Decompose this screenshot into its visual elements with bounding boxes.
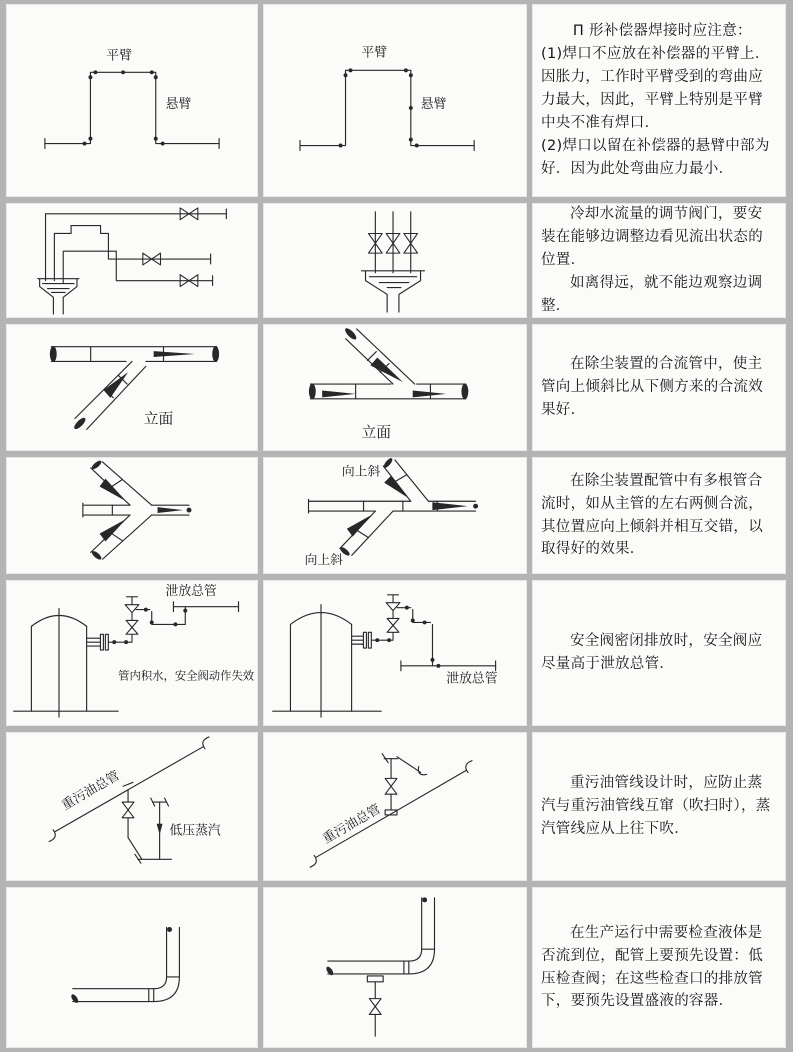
- funnel: [362, 271, 425, 312]
- pipe-end-cap: [461, 384, 468, 400]
- cell-r5-diagram-left: [6, 580, 258, 726]
- cell-r3-diagram-mid: [263, 324, 527, 451]
- pipe-end-cap: [212, 346, 219, 362]
- two-branches-staggered-inclined-diagram: [264, 458, 526, 573]
- valve-icon: [385, 778, 397, 794]
- flow-arrow: [103, 372, 128, 398]
- cell-r4-note: [532, 457, 786, 574]
- cell-r2-note: [532, 203, 786, 318]
- note-paragraph: 在生产运行中需要检查液体是否流到位，配管上要预先设置：低压检查阀；在这些检查口的排放管下，要预先设置盛液的容器．: [541, 924, 763, 1010]
- cell-r7-diagram-mid: [263, 887, 527, 1048]
- safety-valve-icon: [386, 595, 400, 640]
- branch-with-valve: [128, 790, 171, 863]
- pipe-lines: [46, 209, 227, 286]
- cell-r4-diagram-mid: [263, 457, 527, 574]
- flow-arrow: [384, 476, 409, 499]
- lower-branch: [340, 511, 393, 555]
- lower-branch: [91, 515, 152, 559]
- safety-valve-below-relief-header-diagram: [7, 581, 257, 725]
- note-paragraph: 在除尘装置的合流管中，使主管向上倾斜比从下侧方来的合流效果好．: [541, 356, 763, 418]
- elbow-pipe-without-check-drain-diagram: [7, 888, 257, 1047]
- two-branches-same-point-diagram: [7, 458, 257, 573]
- pi-compensator-diagram-welds-on-corners: [7, 5, 257, 196]
- cell-r6-diagram-left: [6, 732, 258, 881]
- label-dirty-oil-header: 重污油总管: [59, 768, 123, 814]
- note-paragraph: 冷却水流量的调节阀门，要安装在能够边调整边看见流出状态的位置．: [541, 206, 763, 269]
- label-inclined-upward: 向上斜: [304, 553, 343, 569]
- funnel: [38, 279, 79, 314]
- label-relief-header: 泄放总管: [165, 583, 217, 599]
- cell-r2-diagram-mid: [263, 203, 527, 318]
- label-failure-caption: 管内积水，安全阀动作失效: [118, 668, 255, 683]
- label-cantilever-arm: 悬臂: [165, 96, 192, 112]
- label-elevation-view: 立面: [143, 410, 174, 428]
- cell-r1-diagram-mid: [263, 4, 527, 197]
- pipe-end-cap: [473, 504, 478, 509]
- safety-valve-icon: [125, 597, 139, 642]
- note-heading: Π 形补偿器焊接时应注意：: [572, 23, 752, 40]
- label-inclined-upward: 向上斜: [341, 464, 381, 480]
- upper-branch: [91, 462, 152, 505]
- flow-arrow: [100, 519, 127, 542]
- cell-r2-diagram-left: [6, 203, 258, 318]
- merge-pipe-branch-from-above-diagram: [264, 325, 526, 450]
- cell-r1-diagram-left: [6, 4, 258, 197]
- joint-markers: [375, 606, 440, 668]
- pipe-lines: [300, 70, 474, 150]
- safety-valve-above-relief-header-diagram: [264, 581, 526, 725]
- pi-compensator-diagram-welds-on-arms: [264, 5, 526, 196]
- vessel: [273, 605, 381, 717]
- pipe-lines: [45, 72, 219, 148]
- label-flat-arm: 平臂: [106, 48, 132, 64]
- label-flat-arm: 平臂: [361, 45, 388, 61]
- note-paragraph: (1)焊口不应放在补偿器的平臂上．因胀力，工作时平臂受到的弯曲应力最大，因此，平臂上特别是平臂中央不准有焊口．: [541, 46, 770, 131]
- flow-arrow: [347, 515, 372, 537]
- pipe-lines: [73, 928, 180, 1002]
- flow-arrow: [154, 351, 195, 357]
- cell-r6-note: [532, 732, 786, 881]
- cooling-water-valves-far-diagram: [7, 204, 257, 317]
- pipe-end-cap: [187, 508, 192, 513]
- elbow-pipe-with-check-drain-valve-diagram: [264, 888, 526, 1047]
- cell-r1-note: [532, 4, 786, 197]
- cell-r4-diagram-left: [6, 457, 258, 574]
- note-paragraph: 重污油管线设计时，应防止蒸汽与重污油管线互窜（吹扫时），蒸汽管线应从上往下吹．: [541, 775, 771, 837]
- flow-arrow: [100, 479, 127, 502]
- pipe-end-cap: [91, 550, 103, 561]
- flow-arrow-down: [157, 824, 163, 835]
- note-paragraph: 安全阀密闭排放时，安全阀应尽量高于泄放总管．: [541, 633, 763, 672]
- cell-r6-diagram-mid: [263, 732, 527, 881]
- label-relief-header: 泄放总管: [446, 671, 498, 687]
- pipe-lines: [328, 898, 435, 974]
- label-dirty-oil-header: 重污油总管: [320, 801, 384, 847]
- joint-markers: [112, 608, 187, 644]
- vessel: [14, 609, 119, 717]
- dirty-oil-header-steam-from-above-diagram: [264, 733, 526, 880]
- flow-arrow: [322, 390, 355, 397]
- pipe-end-cap: [91, 459, 103, 470]
- flow-arrow: [413, 390, 446, 397]
- weld-point-markers: [339, 68, 419, 147]
- cell-r7-note: [532, 887, 786, 1048]
- note-paragraph: (2)焊口以留在补偿器的悬臂中部为好．因为此处弯曲应力最小．: [541, 137, 770, 177]
- valve-icon: [143, 208, 198, 287]
- flow-arrow: [158, 507, 184, 513]
- dirty-oil-header-steam-purge-bad-diagram: [7, 733, 257, 880]
- note-paragraph: 在除尘装置配管中有多根管合流时，如从主管的左右两侧合流，其位置应向上倾斜并相互交错，以取得好的效果．: [541, 472, 763, 558]
- merge-pipe-branch-from-below-diagram: [7, 325, 257, 450]
- pipe-end-cap: [167, 927, 172, 932]
- pipe-end-cap: [70, 993, 80, 1004]
- outlet-piping-stepdown: [397, 608, 496, 671]
- weld-point-markers: [83, 70, 165, 145]
- cell-r3-note: [532, 324, 786, 451]
- cell-r5-diagram-mid: [263, 580, 527, 726]
- pipe-end-cap: [50, 346, 57, 362]
- valve-icon: [122, 802, 134, 818]
- cell-r5-note: [532, 580, 786, 726]
- cell-r3-diagram-left: [6, 324, 258, 451]
- flow-arrow: [432, 502, 467, 510]
- valve-icon: [369, 999, 381, 1015]
- pipe-end-cap: [325, 965, 335, 976]
- label-low-pressure-steam: 低压蒸汽: [169, 823, 221, 839]
- pipe-lines: [375, 212, 410, 273]
- pipe-end-cap: [309, 384, 316, 400]
- label-elevation-view: 立面: [361, 424, 392, 442]
- label-cantilever-arm: 悬臂: [420, 96, 447, 112]
- note-paragraph: 如离得远，就不能边观察边调整．: [541, 274, 763, 314]
- pipe-end-cap: [422, 897, 427, 902]
- cell-r7-diagram-left: [6, 887, 258, 1048]
- main-pipe: [310, 384, 466, 399]
- nozzle-flange: [352, 632, 393, 648]
- cooling-water-valves-near-diagram: [264, 204, 526, 317]
